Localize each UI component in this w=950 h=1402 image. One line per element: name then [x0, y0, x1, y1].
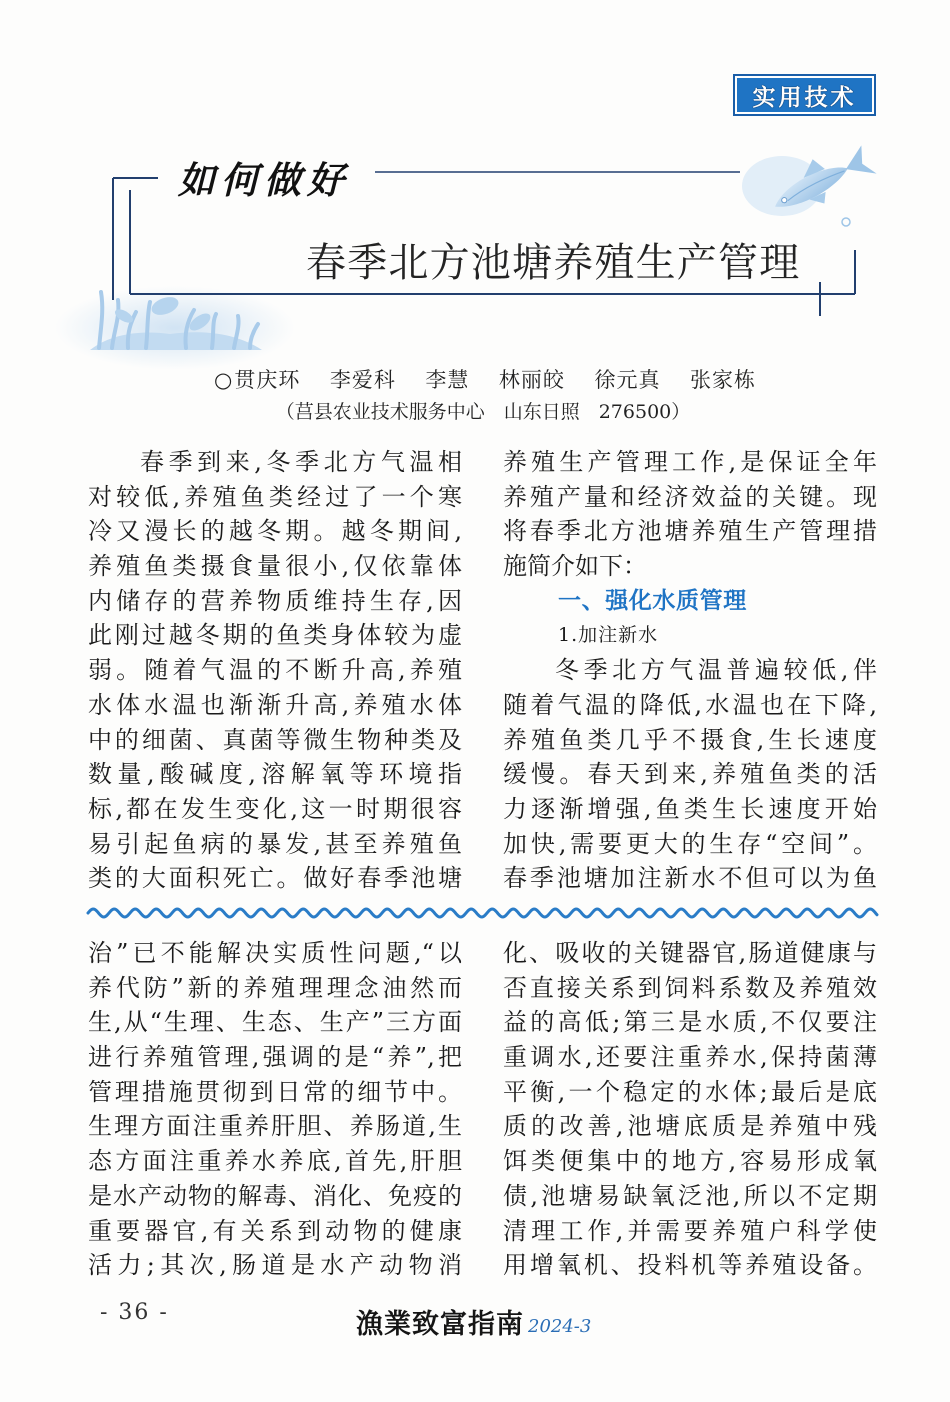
upper-right-column [503, 445, 877, 896]
subsection-heading: 1.加注新水 [558, 624, 659, 647]
text-line: 此刚过越冬期的鱼类身体较为虚 [88, 621, 462, 650]
text-line: 养殖鱼类几乎不摄食,生长速度 [503, 725, 877, 754]
text-line: 清理工作,并需要养殖户科学使 [503, 1216, 877, 1245]
text-line: 春季池塘加注新水不但可以为鱼 [503, 864, 877, 893]
section-heading: 一、强化水质管理 [558, 587, 747, 614]
author-name: 林丽皎 [498, 368, 565, 392]
byline [214, 364, 756, 396]
journal-name: 漁業致富指南 [356, 1309, 524, 1340]
text-line: 内储存的营养物质维持生存,因 [88, 586, 462, 615]
text-line: 养殖鱼类摄食量很小,仅依靠体 [88, 552, 462, 581]
text-line: 弱。随着气温的不断升高,养殖 [88, 656, 462, 685]
issue-number: 2024-3 [528, 1316, 592, 1337]
text-line: 活力;其次,肠道是水产动物消 [88, 1251, 462, 1280]
text-line: 冷又漫长的越冬期。越冬期间, [88, 517, 462, 546]
text-line: 力逐渐增强,鱼类生长速度开始 [503, 794, 877, 823]
lower-right-column [503, 936, 877, 1283]
text-line: 进行养殖管理,强调的是“养”,把 [88, 1043, 462, 1072]
upper-left-column [88, 445, 462, 896]
wavy-divider-line [88, 909, 877, 917]
fish-tail [840, 145, 877, 185]
text-line: 否直接关系到饲料系数及养殖效 [503, 973, 877, 1002]
author-name: 李爱科 [329, 368, 396, 392]
text-line: 水体水温也渐渐升高,养殖水体 [88, 690, 462, 719]
paragraph [503, 653, 877, 896]
author-name: 贯庆环 [234, 368, 301, 392]
text-line: 管理措施贯彻到日常的细节中。 [88, 1077, 462, 1106]
water-plants-illustration [55, 286, 295, 370]
title-kicker: 如何做好 [178, 158, 350, 202]
article-title: 春季北方池塘养殖生产管理 [306, 240, 801, 286]
byline-marker: ○ [214, 368, 233, 392]
text-line: 随着气温的降低,水温也在下降, [503, 690, 877, 719]
text-line: 冬季北方气温普遍较低,伴 [555, 656, 877, 685]
bubble [842, 218, 850, 226]
text-line: 益的高低;第三是水质,不仅要注 [503, 1008, 877, 1037]
text-line: 养殖生产管理工作,是保证全年 [503, 448, 877, 476]
text-line: 养代防”新的养殖理理念油然而 [88, 973, 462, 1002]
section-tag: 实用技术 [733, 74, 876, 116]
text-line: 饵类便集中的地方,容易形成氧 [503, 1147, 877, 1176]
text-line: 态方面注重养水养底,首先,肝胆 [88, 1147, 462, 1176]
text-line: 治”已不能解决实质性问题,“以 [88, 939, 462, 967]
text-line: 重要器官,有关系到动物的健康 [88, 1216, 462, 1245]
affiliation: （莒县农业技术服务中心 山东日照 276500） [275, 401, 691, 423]
text-line: 债,池塘易缺氧泛池,所以不定期 [503, 1181, 877, 1210]
text-line: 养殖产量和经济效益的关键。现 [503, 482, 877, 511]
text-line: 数量,酸碱度,溶解氧等环境指 [88, 760, 462, 789]
wavy-divider [0, 900, 950, 926]
text-line: 化、吸收的关键器官,肠道健康与 [503, 939, 877, 967]
text-line: 对较低,养殖鱼类经过了一个寒 [88, 482, 462, 511]
text-line: 生理方面注重养肝胆、养肠道,生 [88, 1112, 462, 1141]
text-line: 易引起鱼病的暴发,甚至养殖鱼 [88, 829, 462, 858]
text-line: 春季到来,冬季北方气温相 [140, 448, 462, 476]
text-line: 重调水,还要注重养水,保持菌薄 [503, 1043, 877, 1072]
lower-left-column [88, 936, 462, 1283]
text-line: 生,从“生理、生态、生产”三方面 [88, 1008, 462, 1037]
text-line: 质的改善,池塘底质是养殖中残 [503, 1112, 877, 1141]
text-line: 用增氧机、投料机等养殖设备。 [503, 1251, 877, 1280]
author-list [234, 364, 756, 396]
text-line: 施简介如下： [503, 552, 647, 581]
intro-lines [503, 445, 877, 549]
text-line: 标,都在发生变化,这一时期很容 [88, 794, 462, 823]
text-line: 类的大面积死亡。做好春季池塘 [88, 864, 462, 893]
text-line: 中的细菌、真菌等微生物种类及 [88, 725, 462, 754]
author-name: 徐元真 [594, 368, 661, 392]
text-line: 平衡,一个稳定的水体;最后是底 [503, 1077, 877, 1106]
page-number: - 36 - [100, 1300, 169, 1325]
fish-illustration [742, 137, 879, 226]
author-name: 张家栋 [689, 368, 756, 392]
text-line: 将春季北方池塘养殖生产管理措 [503, 517, 877, 546]
author-name: 李慧 [425, 368, 470, 392]
text-line: 缓慢。春天到来,养殖鱼类的活 [503, 760, 877, 789]
text-line: 是水产动物的解毒、消化、免疫的 [88, 1181, 462, 1210]
text-line: 加快,需要更大的生存“空间”。 [503, 829, 877, 858]
